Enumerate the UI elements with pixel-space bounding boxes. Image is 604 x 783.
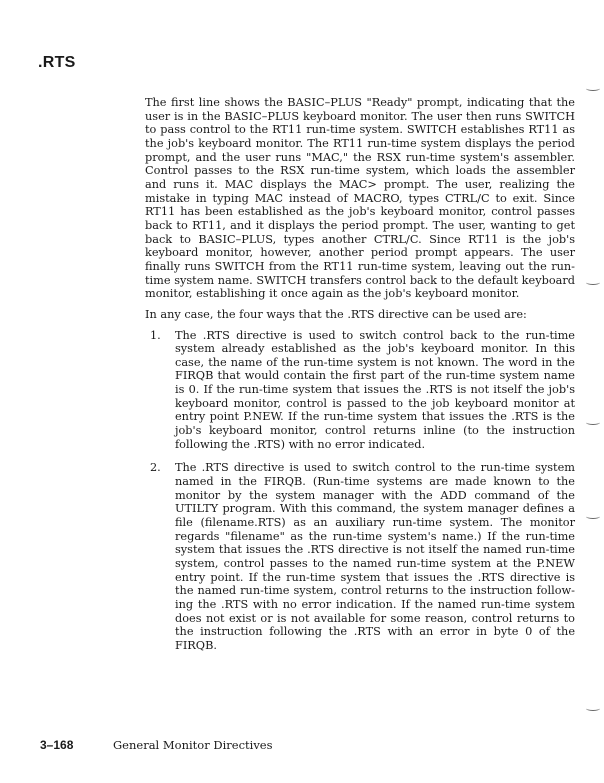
- section-heading: .RTS: [38, 54, 76, 71]
- list-intro: In any case, the four ways that the .RTS directive can be used are:: [145, 307, 527, 321]
- page-footer: [40, 738, 273, 752]
- list-item-number: 1.: [150, 328, 161, 342]
- scan-margin-mark: [586, 280, 600, 285]
- intro-paragraph: The first line shows the BASIC–PLUS "Ready" prompt, indicating that the user is in the BASIC–PLUS keyboard monitor. The user then runs SWITCH to pass control to the RT11 run-time system. SWITCH establishes RT11 as the job's keyboard monitor. The RT11 run-time system displays the period prompt, and the user runs "MAC," the RSX run-time system's assembler. Control passes to the RSX run-time system, which loads the assembler and runs it. MAC displays the MAC> prompt. The user, realizing the mistake in typing MAC instead of MACRO, types CTRL/C to exit. Since RT11 has been established as the job's keyboard monitor, control passes back to RT11, and it displays the period prompt. The user, wanting to get back to BASIC–PLUS, types another CTRL/C. Since RT11 is the job's keyboard monitor, however, another period prompt appears. The user finally runs SWITCH from the RT11 run-time system, leaving out the runtime system name. SWITCH transfers control back to the default keyboard monitor, establishing it once again as the job's keyboard monitor.: [145, 96, 575, 301]
- list-item: [145, 329, 575, 452]
- page-number: 3–168: [40, 738, 74, 752]
- body-text: [145, 96, 575, 663]
- scan-margin-mark: [586, 706, 600, 711]
- footer-section-title: General Monitor Directives: [113, 738, 273, 752]
- scan-margin-mark: [586, 420, 600, 425]
- list-item-text: The .RTS directive is used to switch control back to the run-time system already established as the job's keyboard monitor. In this case, the name of the run-time system is not known. The word in the FIRQB that would contain the first part of the run-time system name is 0. If the run-time system that issues the .RTS is not itself the job's keyboard monitor, control is passed to the job keyboard monitor at entry point P.NEW. If the run-time system that issues the .RTS is the job's keyboard monitor, control returns inline (to the instruction following the .RTS) with no error indicated.: [175, 328, 575, 451]
- list-item-number: 2.: [150, 461, 161, 475]
- scan-margin-mark: [586, 514, 600, 519]
- list-item-text: The .RTS directive is used to switch control to the run-time system named in the FIRQB. (Run-time systems are made known to the monitor by the system manager with the ADD command of the UTILTY program. With this command, the system manager defines a file (filename.RTS) as an auxiliary run-time system. The monitor regards "filename" as the run-time system's name.) If the run-time system that issues the .RTS directive is not itself the named run-time system, control passes to the named run-time system at the P.NEW entry point. If the run-time system that issues the .RTS directive is the named run-time system, control returns to the instruction following the .RTS with no error indication. If the named run-time system does not exist or is not available for some reason, control returns to the instruction following the .RTS with an error in byte 0 of the FIRQB.: [175, 461, 575, 652]
- list-item: [145, 461, 575, 652]
- scan-margin-mark: [586, 86, 600, 91]
